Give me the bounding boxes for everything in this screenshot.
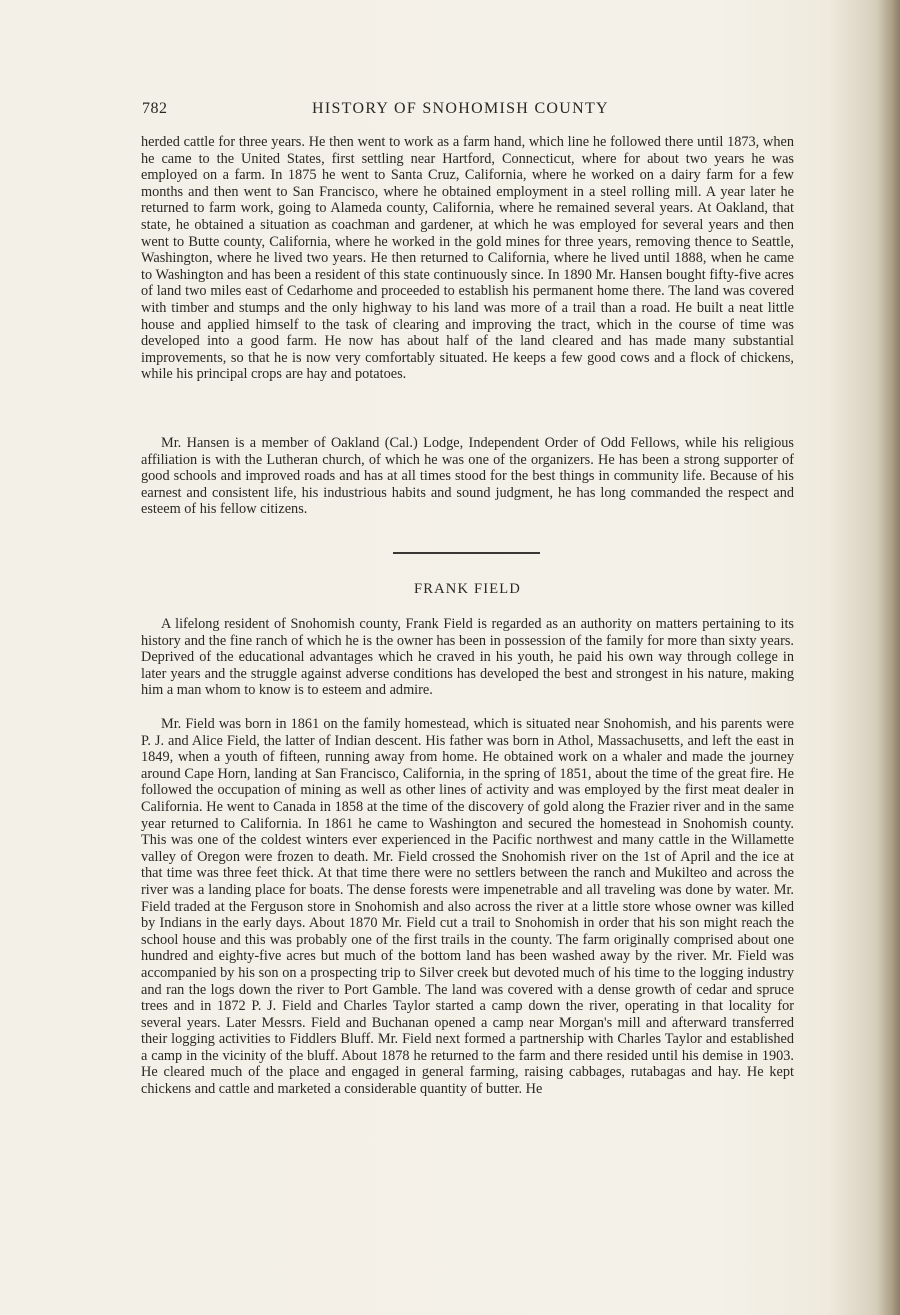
paragraph-hansen-biography: herded cattle for three years. He then went to work as a farm hand, which line he followed there until 1873, when he came to the United States, first settling near Hartford, Connecticut, where for about two years he was employed on a farm. In 1875 he went to Santa Cruz, California, where he worked on a dairy farm for a few months and then went to San Francisco, where he obtained employment in a steel rolling mill. A year later he returned to farm work, going to Alameda county, California, where he remained several years. At Oakland, that state, he obtained a situation as coachman and gardener, at which he was employed for several years and then went to Butte county, California, where he worked in the gold mines for three years, removing thence to Seattle, Washington, where he lived two years. He then returned to California, where he lived until 1888, when he came to Washington and has been a resident of this state continuously since. In 1890 Mr. Hansen bought fifty-five acres of land two miles east of Cedarhome and proceeded to establish his permanent home there. The land was covered with timber and stumps and the only highway to his land was more of a trail than a road. He built a neat little house and applied himself to the task of clearing and improving the tract, which in the course of time was developed into a good farm. He now has about half of the land cleared and has made many substantial improvements, so that he is now very comfortably situated. He keeps a few good cows and a flock of chickens, while his principal crops are hay and potatoes. — [141, 134, 794, 383]
page-edge-shadow — [878, 0, 900, 1315]
paragraph-field-history: Mr. Field was born in 1861 on the family homestead, which is situated near Snohomish, and his parents were P. J. and Alice Field, the latter of Indian descent. His father was born in Athol, Massachusetts, and left the east in 1849, when a youth of fifteen, running away from home. He obtained work on a whaler and made the journey around Cape Horn, landing at San Francisco, California, in the spring of 1851, about the time of the great fire. He followed the occupation of mining as well as other lines of activity and was employed by the first meat dealer in California. He went to Canada in 1858 at the time of the discovery of gold along the Frazier river and in the same year returned to California. In 1861 he came to Washington and secured the homestead in Snohomish county. This was one of the coldest winters ever experienced in the Pacific northwest and many cattle in the Willamette valley of Oregon were frozen to death. Mr. Field crossed the Snohomish river on the 1st of April and the ice at that time was three feet thick. At that time there were no settlers between the ranch and Mukilteo and across the river was a landing place for boats. The dense forests were impenetrable and all traveling was done by water. Mr. Field traded at the Ferguson store in Snohomish and also across the river at a little store whose owner was killed by Indians in the early days. About 1870 Mr. Field cut a trail to Snohomish in order that his son might reach the school house and this was probably one of the first trails in the county. The farm originally comprised about one hundred and eighty-five acres but much of the bottom land has been washed away by the river. Mr. Field was accompanied by his son on a prospecting trip to Silver creek but devoted much of his time to the logging industry and ran the logs down the river to Port Gamble. The land was covered with a dense growth of cedar and spruce trees and in 1872 P. J. Field and Charles Taylor started a camp down the river, operating in that locality for several years. Later Messrs. Field and Buchanan opened a camp near Morgan's mill and afterward transferred their logging activities to Fiddlers Bluff. Mr. Field next formed a partnership with Charles Taylor and established a camp in the vicinity of the bluff. About 1878 he returned to the farm and there resided until his demise in 1903. He cleared much of the place and engaged in general farming, raising cabbages, rutabagas and hay. He kept chickens and cattle and marketed a considerable quantity of butter. He — [141, 716, 794, 1098]
book-title: HISTORY OF SNOHOMISH COUNTY — [312, 100, 609, 117]
running-head — [142, 100, 794, 122]
paragraph-hansen-affiliations: Mr. Hansen is a member of Oakland (Cal.) Lodge, Independent Order of Odd Fellows, while his religious affiliation is with the Lutheran church, of which he was one of the organizers. He has been a strong supporter of good schools and improved roads and has at all times stood for the best things in community life. Because of his earnest and consistent life, his industrious habits and sound judgment, he has long commanded the respect and esteem of his fellow citizens. — [141, 435, 794, 518]
section-heading: FRANK FIELD — [413, 581, 522, 597]
section-divider — [393, 552, 540, 554]
page-number: 782 — [142, 100, 168, 117]
paragraph-field-intro: A lifelong resident of Snohomish county, Frank Field is regarded as an authority on matters pertaining to its history and the fine ranch of which he is the owner has been in possession of the family for more than sixty years. Deprived of the educational advantages which he craved in his youth, he paid his own way through college in later years and the struggle against adverse conditions has developed the best and strongest in his nature, making him a man whom to know is to esteem and admire. — [141, 616, 794, 699]
